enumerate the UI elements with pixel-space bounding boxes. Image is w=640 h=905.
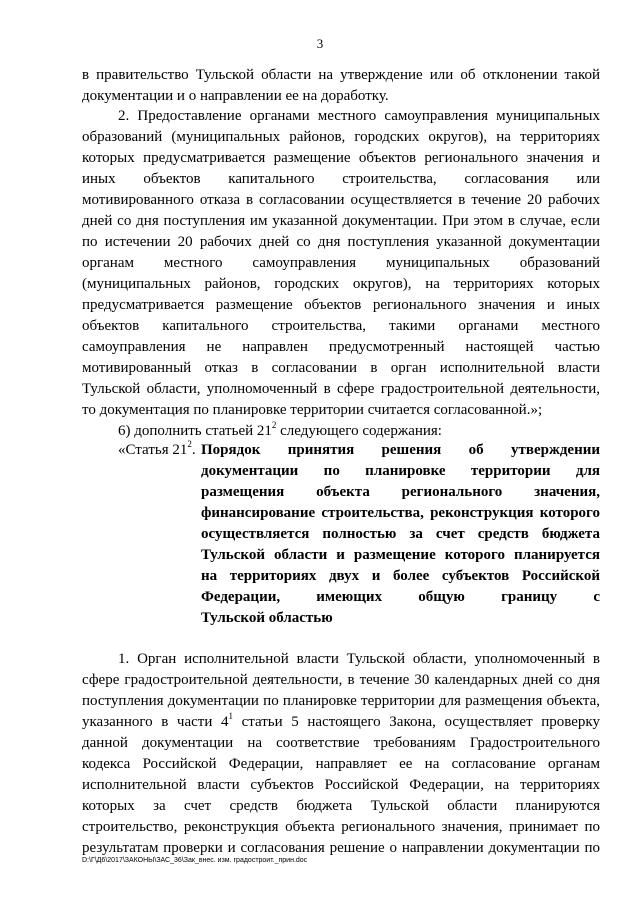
text-line: дней со дня поступления им указанной документации. При этом в случае, если [82, 213, 600, 229]
article-title-line: на территориях двух и более субъектов Российской [201, 568, 600, 584]
page-number: 3 [316, 36, 324, 51]
article-title-line: документации по планировке территории для [201, 463, 600, 479]
text-fragment: статьи 5 настоящего Закона, осуществляет проверку [232, 714, 600, 730]
text-line: поступления документации по планировке территории для размещения объекта, [82, 693, 600, 709]
text-line: образований (муниципальных районов, городских округов), на территориях [82, 129, 600, 145]
text-line: 2. Предоставление органами местного самоуправления муниципальных [118, 108, 600, 124]
text-line: органам местного самоуправления муниципальных образований [82, 255, 600, 271]
text-line: по истечении 20 рабочих дней со дня поступления указанной документации [82, 234, 600, 250]
text-line: документации и о направлении ее на доработку. [82, 88, 389, 104]
text-line [82, 713, 600, 731]
text-fragment: следующего содержания: [276, 423, 442, 439]
article-title-line: финансирование строительства, реконструкция которого [201, 505, 600, 521]
text-line: кодекса Российской Федерации, направляет ее на согласование органам [82, 756, 600, 772]
text-line: строительство, реконструкция объекта регионального значения, принимает по [82, 819, 600, 835]
text-line: которых за счет средств бюджета Тульской области планируются [82, 798, 600, 814]
article-title-line: Федерации, имеющих общую границу с [201, 589, 600, 605]
article-title-line: осуществляется полностью за счет средств бюджета [201, 526, 600, 542]
file-path-footer: D:\Г\Д6\2017\ЗАКОНЫ\ЗАС_36\Зак_внес. изм. градостроит._прин.doc [82, 857, 308, 864]
text-line: иных объектов капитального строительства, согласования или [82, 171, 600, 187]
text-line: исполнительной власти субъектов Российской Федерации, на территориях [82, 777, 600, 793]
text-line: сфере градостроительной деятельности, в течение 30 календарных дней со дня [82, 672, 600, 688]
text-line: предусматривается размещение объектов регионального значения и иных [82, 297, 600, 313]
text-line [118, 422, 600, 440]
text-line: самоуправления не направлен предусмотренный настоящей частью [82, 339, 600, 355]
article-title-line: Тульской областью [201, 610, 333, 626]
article-label-dot: . [191, 442, 196, 458]
superscript: 1 [228, 711, 233, 721]
article-title-line: размещения объекта регионального значения, [201, 484, 600, 500]
article-title-line: Тульской области и размещение которого планируется [201, 547, 600, 563]
text-line: мотивированного отказа в согласовании осуществляется в течение 20 рабочих [82, 192, 600, 208]
text-line: (муниципальных районов, городских округов), на территориях которых [82, 276, 600, 292]
text-fragment: 6) дополнить статьей 21 [118, 423, 272, 439]
text-line: которых предусматривается размещение объектов регионального значения и [82, 150, 600, 166]
text-fragment: указанного в части 4 [82, 714, 229, 730]
text-line: 1. Орган исполнительной власти Тульской области, уполномоченный в [118, 651, 600, 667]
text-line: мотивированный отказ в согласовании в орган исполнительной власти [82, 360, 600, 376]
article-label [118, 441, 196, 459]
text-line: данной документации на соответствие требованиям Градостроительного [82, 735, 600, 751]
text-line: в правительство Тульской области на утверждение или об отклонении такой [82, 67, 600, 83]
article-label-text: «Статья 21 [118, 442, 188, 458]
superscript: 2 [271, 420, 277, 430]
text-line: то документация по планировке территории считается согласованной.»; [82, 402, 543, 418]
superscript: 2 [187, 439, 192, 449]
article-title-line: Порядок принятия решения об утверждении [201, 442, 600, 458]
text-line: результатам проверки и согласования решение о направлении документации по [82, 840, 600, 856]
text-line: Тульской области, уполномоченный в сфере градостроительной деятельности, [82, 381, 600, 397]
text-line: объектов капитального строительства, такими органами местного [82, 318, 600, 334]
